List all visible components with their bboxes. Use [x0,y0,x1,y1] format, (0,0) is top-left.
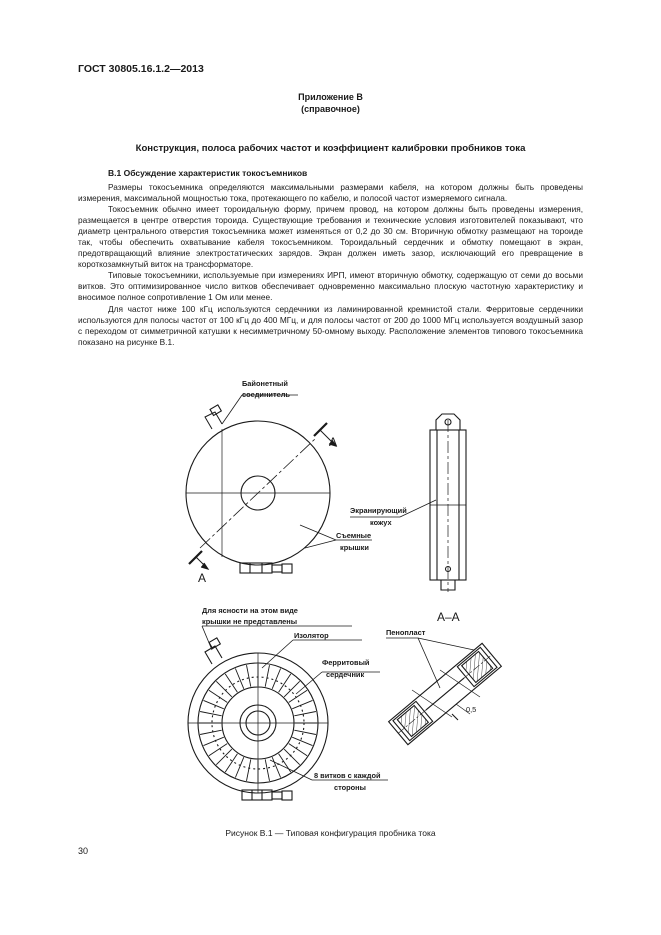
gap-dimension: 0,5 [466,705,477,714]
figure-caption: Рисунок В.1 — Типовая конфигурация пробника тока [225,828,436,838]
winding-turn [279,754,291,772]
winding-turn [292,737,312,745]
winding-turn [204,737,224,745]
section-aa-title: А–А [437,610,460,624]
section-mark-top: А [329,435,338,449]
winding-turn [225,674,237,692]
note-label-line-1: Для ясности на этом виде [202,606,298,615]
winding-turn [265,665,269,687]
connector-label-line-1: Байонетный [242,379,288,388]
winding-turn [216,749,232,765]
winding-turn [284,681,300,697]
shield-label-line-2: кожух [370,518,392,527]
winding-turn [200,730,222,734]
winding-turn [265,759,269,781]
paragraph-3: Типовые токосъемники, используемые при измерениях ИРП, имеют вторичную обмотку, содержащую от семи до восьми витков. Это оптимизированное число витков обеспечивает одновременно максимально плоскую частотную характеристику и вносимое полное сопротивление 1 Ом или менее. [78,270,583,303]
winding-turn [284,749,300,765]
section-mark-bottom: А [198,571,207,585]
winding-turn [294,730,316,734]
section-title: Конструкция, полоса рабочих частот и коэффициент калибровки пробников тока [135,143,526,154]
appendix-type: (справочное) [301,104,360,114]
covers-label-line-2: крышки [340,543,369,552]
insulator-label: Изолятор [294,631,329,640]
winding-turn [235,669,243,689]
turns-label-line-2: стороны [334,783,366,792]
winding-turn [200,712,222,716]
core-label-line-2: сердечник [326,670,365,679]
connector-label-line-2: соединитель [242,390,290,399]
side-view-drawing [350,414,466,592]
winding-turn [247,759,251,781]
winding-turn [289,744,307,756]
paragraph-1: Размеры токосъемника определяются максимальными размерами кабеля, на котором должны быть проведены измерения, максимальной мощностью тока, протекающего по кабелю, и полосой частот измеряемого сигнала. [78,182,583,204]
turns-label-line-1: 8 витков с каждой [314,771,381,780]
section-aa-drawing [386,638,501,745]
page-number: 30 [78,846,89,856]
winding-turn [272,669,280,689]
paragraph-2: Токосъемник обычно имеет тороидальную форму, причем провод, на котором должны быть проведены измерения, размещается в центре отверстия тороида. Существующие требования и технические условия изготовителей показывают, что диаметр центрального отверстия токосъемника может изменяться от 0,2 до 30 см. Вторичную обмотку размещают на тороиде так, чтобы обеспечить охватывание кабеля токосъемником. Тороидальный сердечник и обмотку помещают в экран, предотвращающий влияние электростатических зарядов. Экран должен иметь зазор, исключающий его превращение в короткозамкнутый виток на трансформаторе. [78,204,583,270]
shield-label-line-1: Экранирующий [350,506,407,515]
subsection-title: В.1 Обсуждение характеристик токосъемников [108,168,308,178]
winding-turn [209,690,227,702]
winding-turn [204,700,224,708]
appendix-name: Приложение В [298,92,363,102]
winding-turn [247,665,251,687]
paragraph-4: Для частот ниже 100 кГц используются сердечники из ламинированной кремнистой стали. Ферритовые сердечники используются для полосы частот от 100 кГц до 400 МГц, и для полосы частот от 200 до 1000 МГц используется воздушный зазор с переходом от симметричной катушки к несимметричному 50-омному выходу. Расположение элементов типового токосъемника показано на рисунке В.1. [78,303,583,347]
winding-turn [292,700,312,708]
winding-turn [216,681,232,697]
winding-turn [294,712,316,716]
winding-turn [235,757,243,777]
covers-label-line-1: Съемные [336,531,372,540]
note-label-line-2: крышки не представлены [202,617,298,626]
core-label-line-1: Ферритовый [322,658,370,667]
standard-header: ГОСТ 30805.16.1.2—2013 [78,63,204,75]
foam-label: Пенопласт [386,628,426,637]
winding-turn [272,757,280,777]
